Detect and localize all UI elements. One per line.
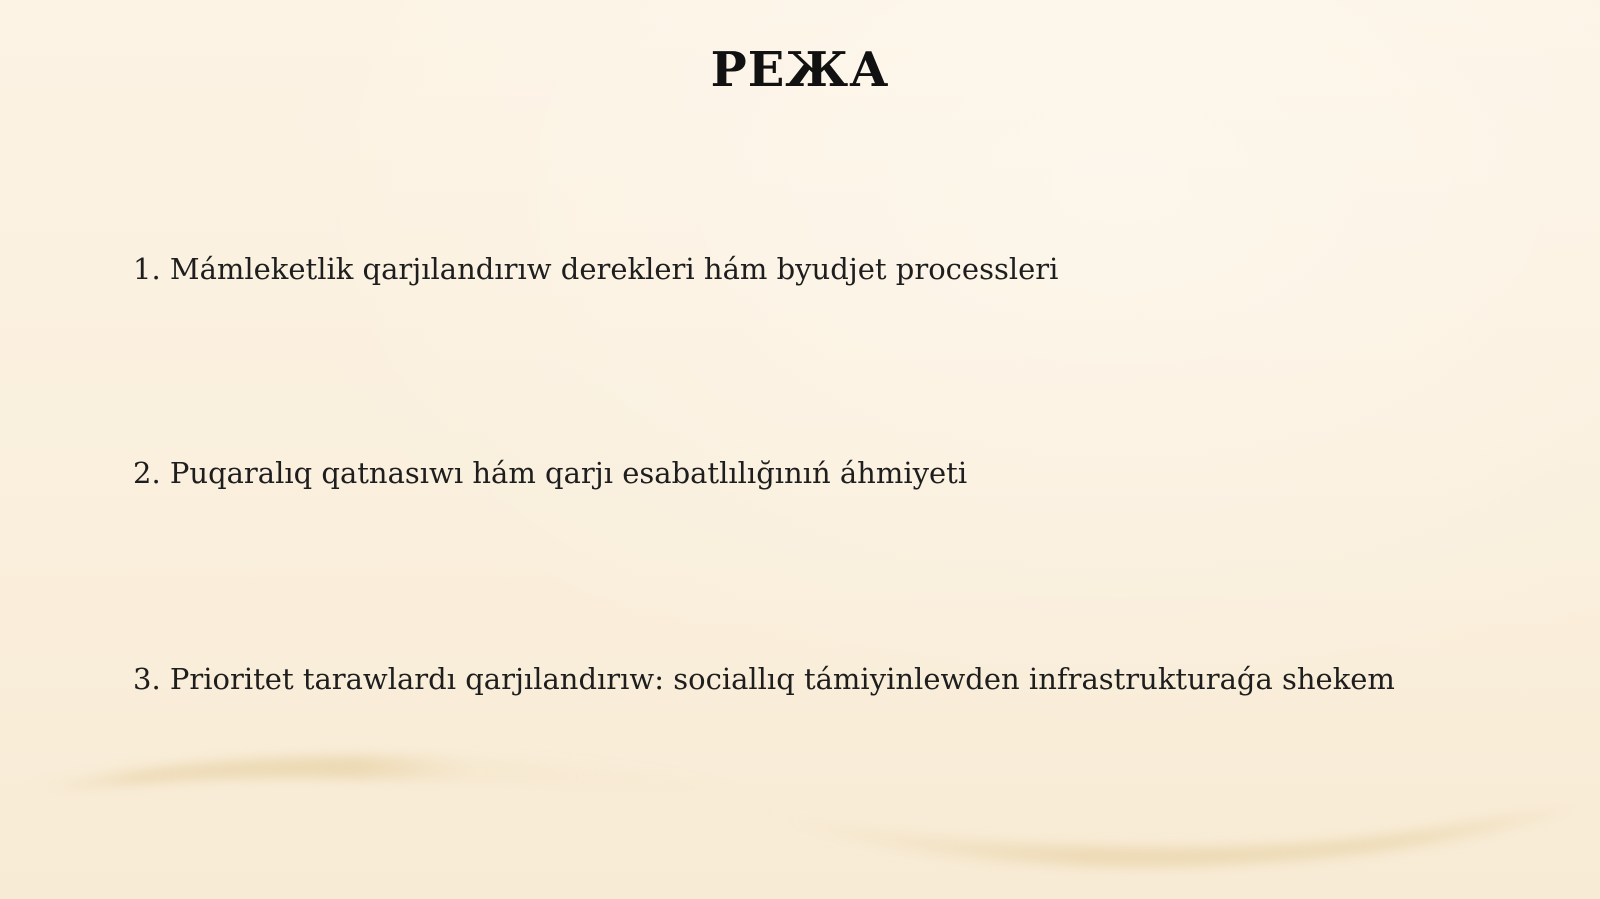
- slide-title: РЕЖА: [710, 42, 890, 98]
- plan-item-3: 3. Prioritet tarawlardı qarjılandırıw: sociallıq támiyinlewden infrastrukturaǵa shekem: [133, 662, 1395, 696]
- plan-item-2: 2. Puqaralıq qatnasıwı hám qarjı esabatlılığınıń áhmiyeti: [133, 456, 968, 490]
- plan-item-1: 1. Mámleketlik qarjılandırıw derekleri hám byudjet processleri: [133, 252, 1059, 286]
